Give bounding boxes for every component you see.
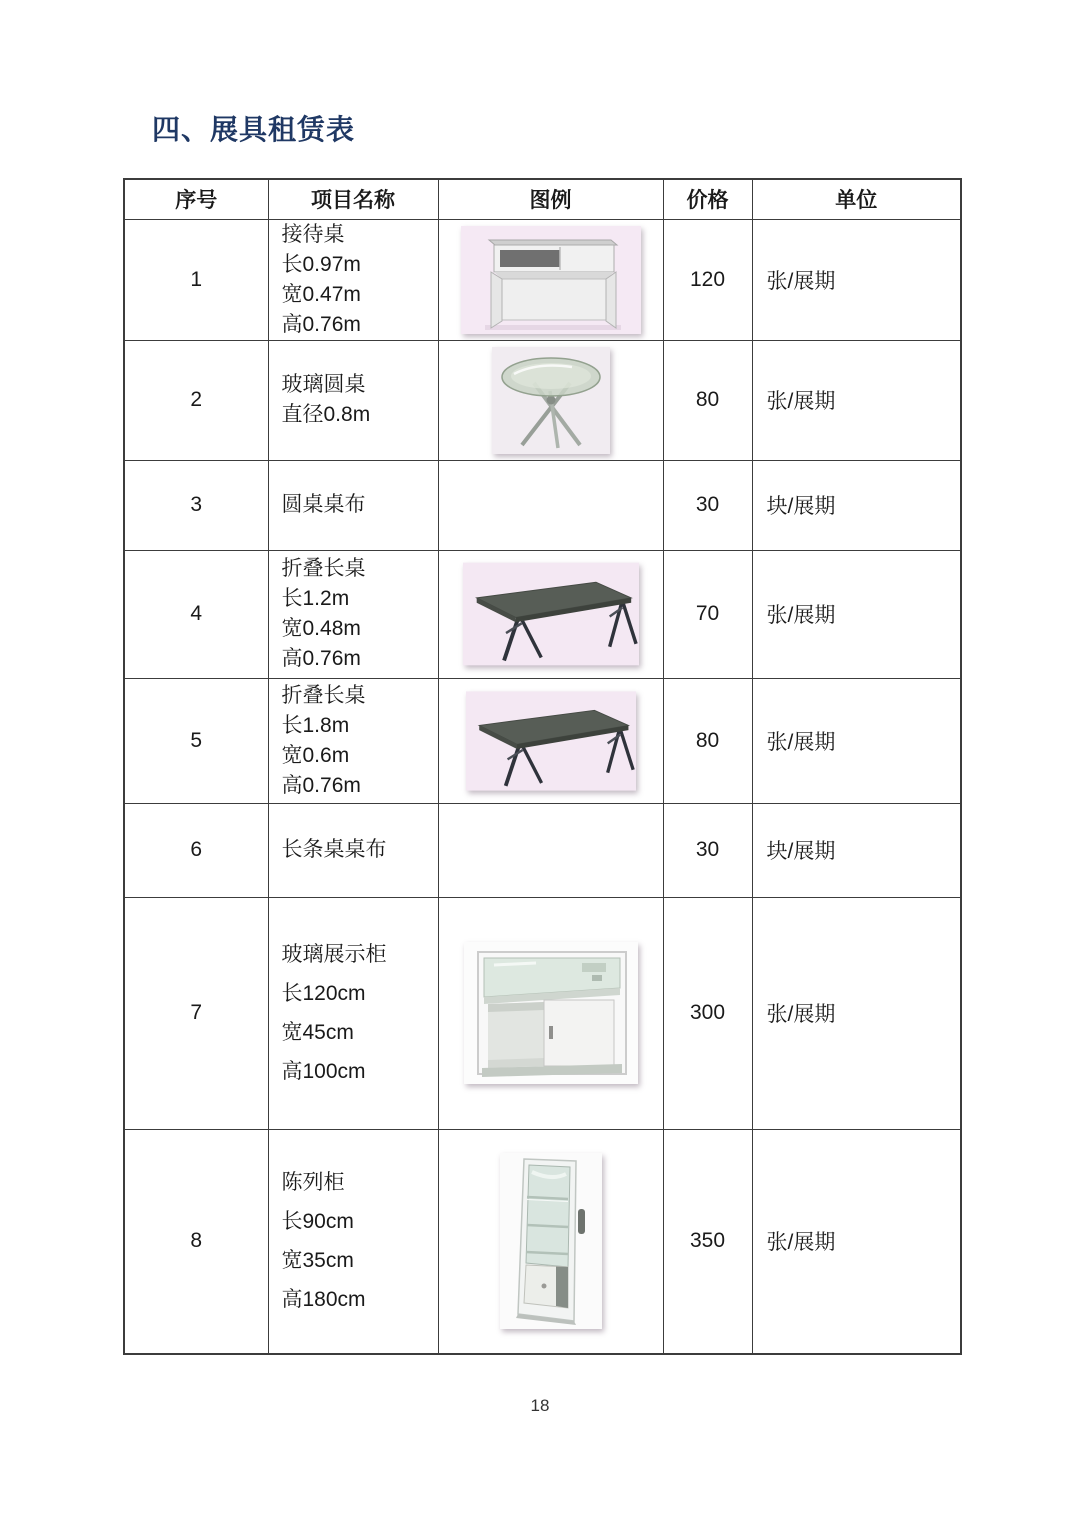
row-number: 3 xyxy=(124,460,268,550)
row-number: 7 xyxy=(124,897,268,1129)
item-name-line: 折叠长桌 xyxy=(281,557,366,580)
item-name-line: 长120cm xyxy=(281,982,366,1005)
item-name-line: 高0.76m xyxy=(281,773,361,797)
item-name-line: 长0.97m xyxy=(281,252,361,276)
row-number: 5 xyxy=(124,678,268,803)
item-price: 300 xyxy=(663,897,752,1129)
reception-desk-image xyxy=(461,226,641,334)
folding-table-image xyxy=(463,559,639,669)
item-name-line: 高0.76m xyxy=(281,312,361,336)
item-name-line: 圆桌桌布 xyxy=(281,493,366,516)
item-name-line: 陈列柜 xyxy=(281,1171,345,1195)
item-unit: 块/展期 xyxy=(752,803,961,897)
item-name-line: 宽45cm xyxy=(281,1021,354,1044)
rental-table xyxy=(123,178,962,1355)
table-row xyxy=(124,550,961,678)
row-number: 1 xyxy=(124,219,268,340)
table-row xyxy=(124,460,961,550)
glass-round-table-image xyxy=(492,347,610,454)
item-illustration xyxy=(438,460,663,550)
item-name-line: 长1.8m xyxy=(281,713,350,737)
item-name-line: 高180cm xyxy=(281,1288,366,1312)
header-price: 价格 xyxy=(663,179,752,219)
header-illustration: 图例 xyxy=(438,179,663,219)
page-title: 四、展具租赁表 xyxy=(152,114,356,145)
item-illustration xyxy=(438,897,663,1129)
row-number: 4 xyxy=(124,550,268,678)
header-unit: 单位 xyxy=(752,179,961,219)
item-price: 30 xyxy=(663,460,752,550)
item-name-line: 高100cm xyxy=(281,1060,366,1083)
item-name xyxy=(268,460,438,550)
table-body xyxy=(124,219,961,1354)
item-unit: 张/展期 xyxy=(752,550,961,678)
item-illustration xyxy=(438,803,663,897)
item-name-line: 长1.2m xyxy=(281,587,350,610)
row-number: 2 xyxy=(124,340,268,460)
item-illustration xyxy=(438,1129,663,1354)
item-illustration xyxy=(438,678,663,803)
item-price: 70 xyxy=(663,550,752,678)
item-name-line: 宽0.6m xyxy=(281,743,350,767)
item-name-line: 直径0.8m xyxy=(281,403,371,426)
item-unit: 张/展期 xyxy=(752,897,961,1129)
item-unit: 张/展期 xyxy=(752,1129,961,1354)
page-number: 18 xyxy=(530,1396,550,1415)
header-serial-number: 序号 xyxy=(124,179,268,219)
item-name xyxy=(268,678,438,803)
item-name xyxy=(268,1129,438,1354)
item-name-line: 高0.76m xyxy=(281,647,361,670)
item-illustration xyxy=(438,340,663,460)
item-name-line: 玻璃圆桌 xyxy=(281,373,366,396)
item-unit: 张/展期 xyxy=(752,678,961,803)
item-name xyxy=(268,803,438,897)
table-row xyxy=(124,897,961,1129)
item-price: 30 xyxy=(663,803,752,897)
display-cabinet-image xyxy=(500,1153,602,1329)
glass-display-cabinet-image xyxy=(464,942,638,1084)
item-price: 80 xyxy=(663,678,752,803)
item-name-line: 接待桌 xyxy=(281,222,345,246)
table-header xyxy=(124,179,961,219)
item-name-line: 宽0.48m xyxy=(281,617,361,640)
item-name-line: 长90cm xyxy=(281,1210,354,1234)
table-row xyxy=(124,1129,961,1354)
item-unit: 张/展期 xyxy=(752,219,961,340)
item-unit: 张/展期 xyxy=(752,340,961,460)
item-illustration xyxy=(438,550,663,678)
item-name xyxy=(268,550,438,678)
header-item-name: 项目名称 xyxy=(268,179,438,219)
folding-table-image xyxy=(466,683,636,799)
item-price: 350 xyxy=(663,1129,752,1354)
row-number: 6 xyxy=(124,803,268,897)
item-name-line: 宽0.47m xyxy=(281,282,361,306)
item-name-line: 长条桌桌布 xyxy=(281,838,387,861)
table-row xyxy=(124,219,961,340)
item-name xyxy=(268,897,438,1129)
item-unit: 块/展期 xyxy=(752,460,961,550)
item-name-line: 宽35cm xyxy=(281,1249,354,1273)
item-price: 80 xyxy=(663,340,752,460)
item-price: 120 xyxy=(663,219,752,340)
row-number: 8 xyxy=(124,1129,268,1354)
table-row xyxy=(124,340,961,460)
item-name-line: 玻璃展示柜 xyxy=(281,943,387,966)
table-row xyxy=(124,678,961,803)
table-row xyxy=(124,803,961,897)
item-name xyxy=(268,340,438,460)
item-name-line: 折叠长桌 xyxy=(281,683,366,707)
item-illustration xyxy=(438,219,663,340)
item-name xyxy=(268,219,438,340)
